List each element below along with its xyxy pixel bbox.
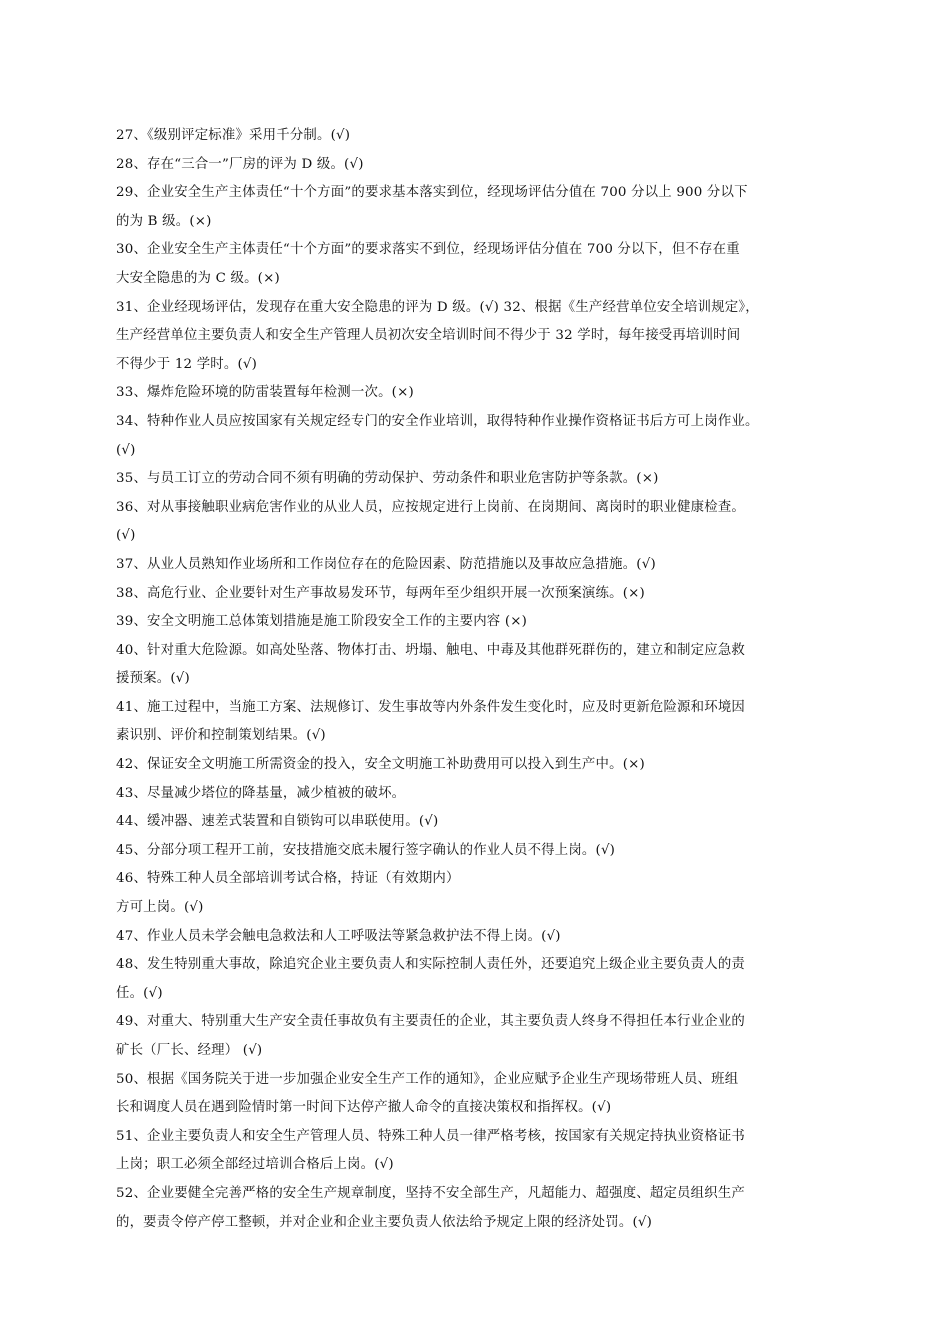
text-line: 42、保证安全文明施工所需资金的投入，安全文明施工补助费用可以投入到生产中。(×): [116, 757, 645, 773]
text-line: 素识别、评价和控制策划结果。(√): [116, 728, 326, 744]
text-line: 的，要责令停产停工整顿，并对企业和企业主要负责人依法给予规定上限的经济处罚。(√): [116, 1214, 653, 1230]
text-line: 38、高危行业、企业要针对生产事故易发环节，每两年至少组织开展一次预案演练。(×): [116, 585, 645, 601]
text-line: 45、分部分项工程开工前，安技措施交底未履行签字确认的作业人员不得上岗。(√): [116, 842, 616, 858]
text-line: 生产经营单位主要负责人和安全生产管理人员初次安全培训时间不得少于 32 学时，每年接受再培训时间: [116, 328, 741, 344]
text-line: 上岗；职工必须全部经过培训合格后上岗。(√): [116, 1157, 394, 1173]
text-line: 35、与员工订立的劳动合同不须有明确的劳动保护、劳动条件和职业危害防护等条款。(×): [116, 471, 659, 487]
text-line: 援预案。(√): [116, 671, 190, 687]
text-line: 49、对重大、特别重大生产安全责任事故负有主要责任的企业，其主要负责人终身不得担任本行业企业的: [116, 1014, 746, 1030]
text-line: (√): [116, 442, 136, 458]
text-line: 50、根据《国务院关于进一步加强企业安全生产工作的通知》，企业应赋予企业生产现场带班人员、班组: [116, 1071, 739, 1087]
text-line: 44、缓冲器、速差式装置和自锁钩可以串联使用。(√): [116, 814, 439, 830]
text-line: 43、尽量减少塔位的降基量，减少植被的破坏。: [116, 785, 406, 801]
text-line: (√): [116, 528, 136, 544]
text-line: 33、爆炸危险环境的防雷装置每年检测一次。(×): [116, 385, 414, 401]
text-line: 31、企业经现场评估，发现存在重大安全隐患的评为 D 级。(√) 32、根据《生产经营单位安全培训规定》，: [116, 299, 759, 315]
text-line: 46、特殊工种人员全部培训考试合格，持证（有效期内）: [116, 871, 460, 887]
text-line: 47、作业人员未学会触电急救法和人工呼吸法等紧急救护法不得上岗。(√): [116, 928, 561, 944]
text-line: 37、从业人员熟知作业场所和工作岗位存在的危险因素、防范措施以及事故应急措施。(√): [116, 556, 656, 572]
text-line: 方可上岗。(√): [116, 900, 204, 916]
text-line: 矿长（厂长、经理） (√): [116, 1043, 263, 1058]
text-line: 48、发生特别重大事故，除追究企业主要负责人和实际控制人责任外，还要追究上级企业主要负责人的责: [116, 957, 746, 973]
text-line: 28、存在“三合一”厂房的评为 D 级。(√): [116, 156, 364, 172]
text-line: 大安全隐患的为 C 级。(×): [116, 270, 280, 286]
text-line: 40、针对重大危险源。如高处坠落、物体打击、坍塌、触电、中毒及其他群死群伤的，建立和制定应急救: [116, 642, 746, 658]
text-line: 51、企业主要负责人和安全生产管理人员、特殊工种人员一律严格考核，按国家有关规定持执业资格证书: [116, 1128, 746, 1144]
document-body: [116, 122, 816, 1237]
text-line: 39、安全文明施工总体策划措施是施工阶段安全工作的主要内容 (×): [116, 614, 528, 630]
text-line: 不得少于 12 学时。(√): [116, 356, 258, 372]
text-line: 27、《级别评定标准》采用千分制。(√): [116, 128, 351, 143]
text-line: 29、企业安全生产主体责任“十个方面”的要求基本落实到位，经现场评估分值在 700 分以上 900 分以下: [116, 185, 748, 201]
text-line: 41、施工过程中，当施工方案、法规修订、发生事故等内外条件发生变化时，应及时更新危险源和环境因: [116, 699, 746, 715]
text-line: 的为 B 级。(×): [116, 213, 212, 229]
text-line: 36、对从事接触职业病危害作业的从业人员，应按规定进行上岗前、在岗期间、离岗时的职业健康检查。: [116, 499, 746, 515]
text-line: 长和调度人员在遇到险情时第一时间下达停产撤人命令的直接决策权和指挥权。(√): [116, 1100, 612, 1116]
text-line: 52、企业要健全完善严格的安全生产规章制度，坚持不安全部生产，凡超能力、超强度、超定员组织生产: [116, 1185, 746, 1201]
text-line: 30、企业安全生产主体责任“十个方面”的要求落实不到位，经现场评估分值在 700 分以下，但不存在重: [116, 242, 740, 258]
text-line: 34、特种作业人员应按国家有关规定经专门的安全作业培训，取得特种作业操作资格证书后方可上岗作业。: [116, 413, 759, 429]
text-line: 任。(√): [116, 985, 163, 1001]
